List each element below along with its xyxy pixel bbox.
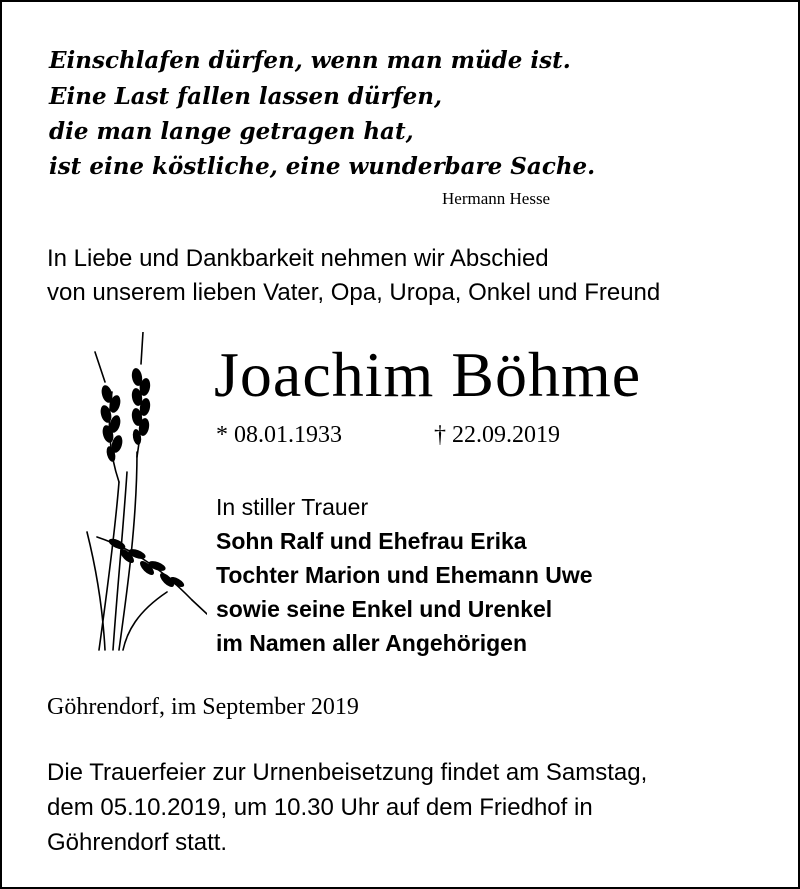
ceremony-line: Göhrendorf statt.	[47, 829, 228, 856]
ceremony-line: Die Trauerfeier zur Urnenbeisetzung findet am Samstag,	[47, 759, 648, 786]
mourner-line: Sohn Ralf und Ehefrau Erika	[216, 528, 527, 554]
poem-line: Einschlafen dürfen, wenn man müde ist.	[49, 47, 571, 74]
wheat-ears-icon	[57, 332, 207, 652]
poem-line: ist eine köstliche, eine wunderbare Sache.	[49, 153, 596, 180]
ceremony-line: dem 05.10.2019, um 10.30 Uhr auf dem Friedhof in	[47, 794, 593, 821]
mourner-line: im Namen aller Angehörigen	[216, 630, 527, 656]
place-date: Göhrendorf, im September 2019	[47, 694, 359, 720]
mourner-line: Tochter Marion und Ehemann Uwe	[216, 562, 593, 588]
mourner-line: sowie seine Enkel und Urenkel	[216, 596, 553, 622]
poem-author: Hermann Hesse	[442, 189, 551, 208]
intro-line: In Liebe und Dankbarkeit nehmen wir Abschied	[47, 245, 549, 272]
birth-date: * 08.01.1933	[216, 422, 342, 448]
mourners-heading: In stiller Trauer	[216, 494, 369, 520]
intro-line: von unserem lieben Vater, Opa, Uropa, Onkel und Freund	[47, 279, 661, 306]
deceased-name: Joachim Böhme	[214, 339, 642, 410]
poem-line: Eine Last fallen lassen dürfen,	[49, 83, 442, 110]
death-date: † 22.09.2019	[434, 422, 560, 448]
poem-line: die man lange getragen hat,	[49, 118, 414, 145]
